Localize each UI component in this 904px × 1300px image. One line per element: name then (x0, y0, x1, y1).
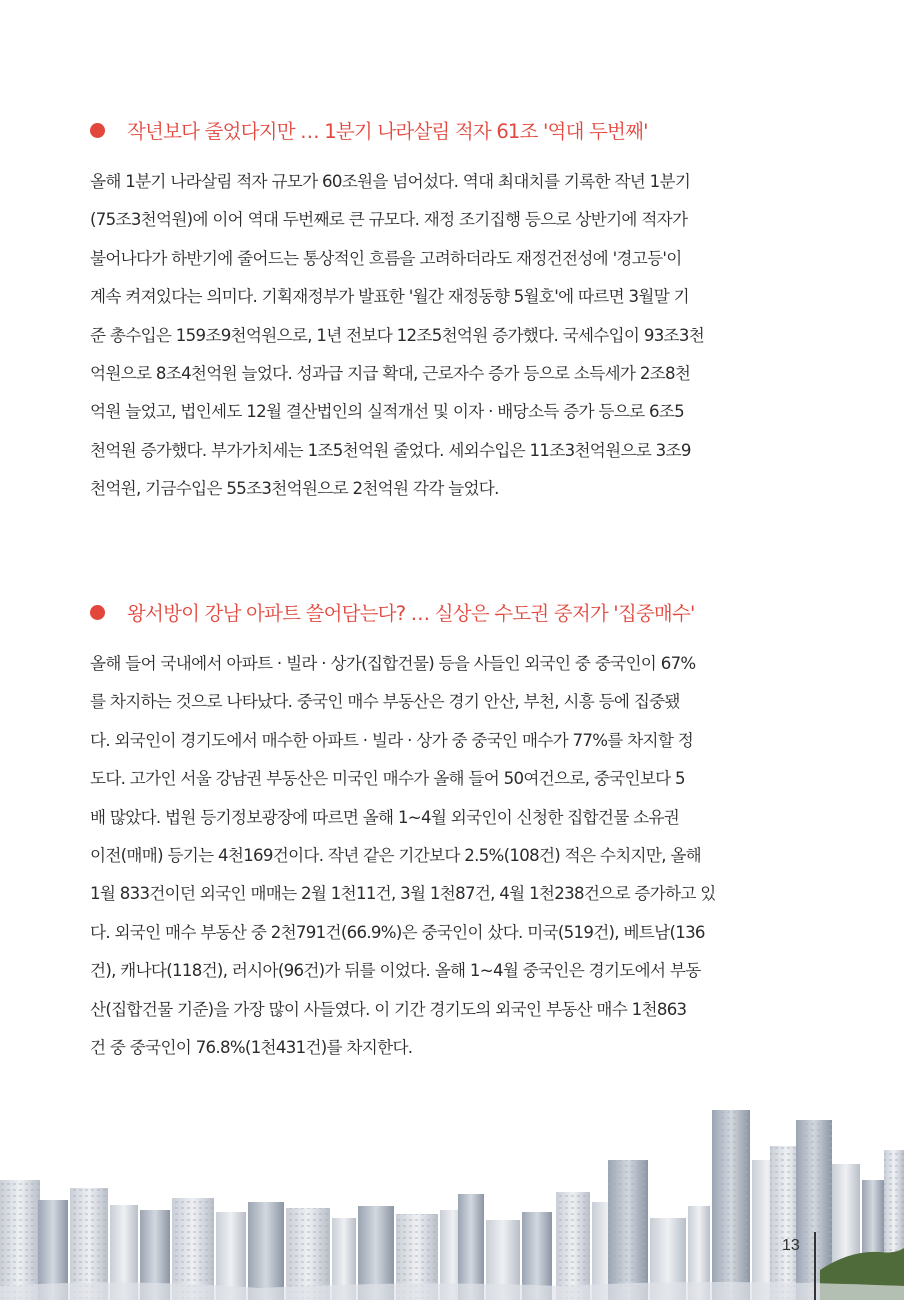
body-line: 산(집합건물 기준)을 가장 많이 사들였다. 이 기간 경기도의 외국인 부동산 매수 1천863 (90, 999, 687, 1019)
body-line: 올해 들어 국내에서 아파트 · 빌라 · 상가(집합건물) 등을 사들인 외국인 중 중국인이 67% (90, 654, 696, 673)
page-number-divider (814, 1232, 816, 1300)
body-line: (75조3천억원)에 이어 역대 두번째로 큰 규모다. 재정 조기집행 등으로 상반기에 적자가 (90, 210, 688, 230)
section-heading (90, 596, 820, 628)
article-section-2 (90, 596, 820, 1067)
body-line: 준 총수입은 159조9천억원으로, 1년 전보다 12조5천억원 증가했다. 국세수입이 93조3천 (90, 325, 705, 345)
article-section-1 (90, 114, 820, 509)
body-line: 도다. 고가인 서울 강남권 부동산은 미국인 매수가 올해 들어 50여건으로, 중국인보다 5 (90, 769, 685, 789)
body-line: 계속 켜져있다는 의미다. 기획재정부가 발표한 '월간 재정동향 5월호'에 따르면 3월말 기 (90, 287, 689, 307)
body-line: 천억원, 기금수입은 55조3천억원으로 2천억원 각각 늘었다. (90, 479, 499, 499)
body-line: 1월 833건이던 외국인 매매는 2월 1천11건, 3월 1천87건, 4월 1천238건으로 증가하고 있 (90, 884, 716, 904)
body-line: 다. 외국인 매수 부동산 중 2천791건(66.9%)은 중국인이 샀다. 미국(519건), 베트남(136 (90, 922, 705, 942)
body-line: 불어나다가 하반기에 줄어드는 통상적인 흐름을 고려하더라도 재정건전성에 '경고등'이 (90, 248, 682, 268)
body-line: 올해 1분기 나라살림 적자 규모가 60조원을 넘어섰다. 역대 최대치를 기록한 작년 1분기 (90, 172, 691, 191)
section-heading-text: 작년보다 줄었다지만 … 1분기 나라살림 적자 61조 '역대 두번째' (127, 120, 648, 143)
body-line: 이전(매매) 등기는 4천169건이다. 작년 같은 기간보다 2.5%(108건) 적은 수치지만, 올해 (90, 845, 702, 865)
body-line: 천억원 증가했다. 부가가치세는 1조5천억원 줄었다. 세외수입은 11조3천억원으로 3조9 (90, 440, 691, 460)
body-line: 건), 캐나다(118건), 러시아(96건)가 뒤를 이었다. 올해 1~4월 중국인은 경기도에서 부동 (90, 961, 701, 981)
background-buildings (0, 1110, 904, 1300)
section-heading (90, 114, 820, 146)
section-body (90, 163, 820, 509)
body-line: 억원으로 8조4천억원 늘었다. 성과급 지급 확대, 근로자수 증가 등으로 소득세가 2조8천 (90, 363, 691, 383)
page-number: 13 (782, 1237, 800, 1254)
city-skyline-illustration (0, 1110, 904, 1300)
body-line: 를 차지하는 것으로 나타났다. 중국인 매수 부동산은 경기 안산, 부천, 시흥 등에 집중됐 (90, 692, 680, 712)
section-heading-text: 왕서방이 강남 아파트 쓸어담는다? … 실상은 수도권 중저가 '집중매수' (127, 602, 695, 625)
red-bullet-icon (90, 605, 105, 620)
body-line: 건 중 중국인이 76.8%(1천431건)를 차지한다. (90, 1037, 413, 1057)
body-line: 배 많았다. 법원 등기정보광장에 따르면 올해 1~4월 외국인이 신청한 집합건물 소유권 (90, 807, 680, 827)
body-line: 억원 늘었고, 법인세도 12월 결산법인의 실적개선 및 이자 · 배당소득 증가 등으로 6조5 (90, 402, 685, 422)
body-line: 다. 외국인이 경기도에서 매수한 아파트 · 빌라 · 상가 중 중국인 매수가 77%를 차지할 정 (90, 730, 694, 750)
red-bullet-icon (90, 123, 105, 138)
section-body (90, 645, 820, 1067)
